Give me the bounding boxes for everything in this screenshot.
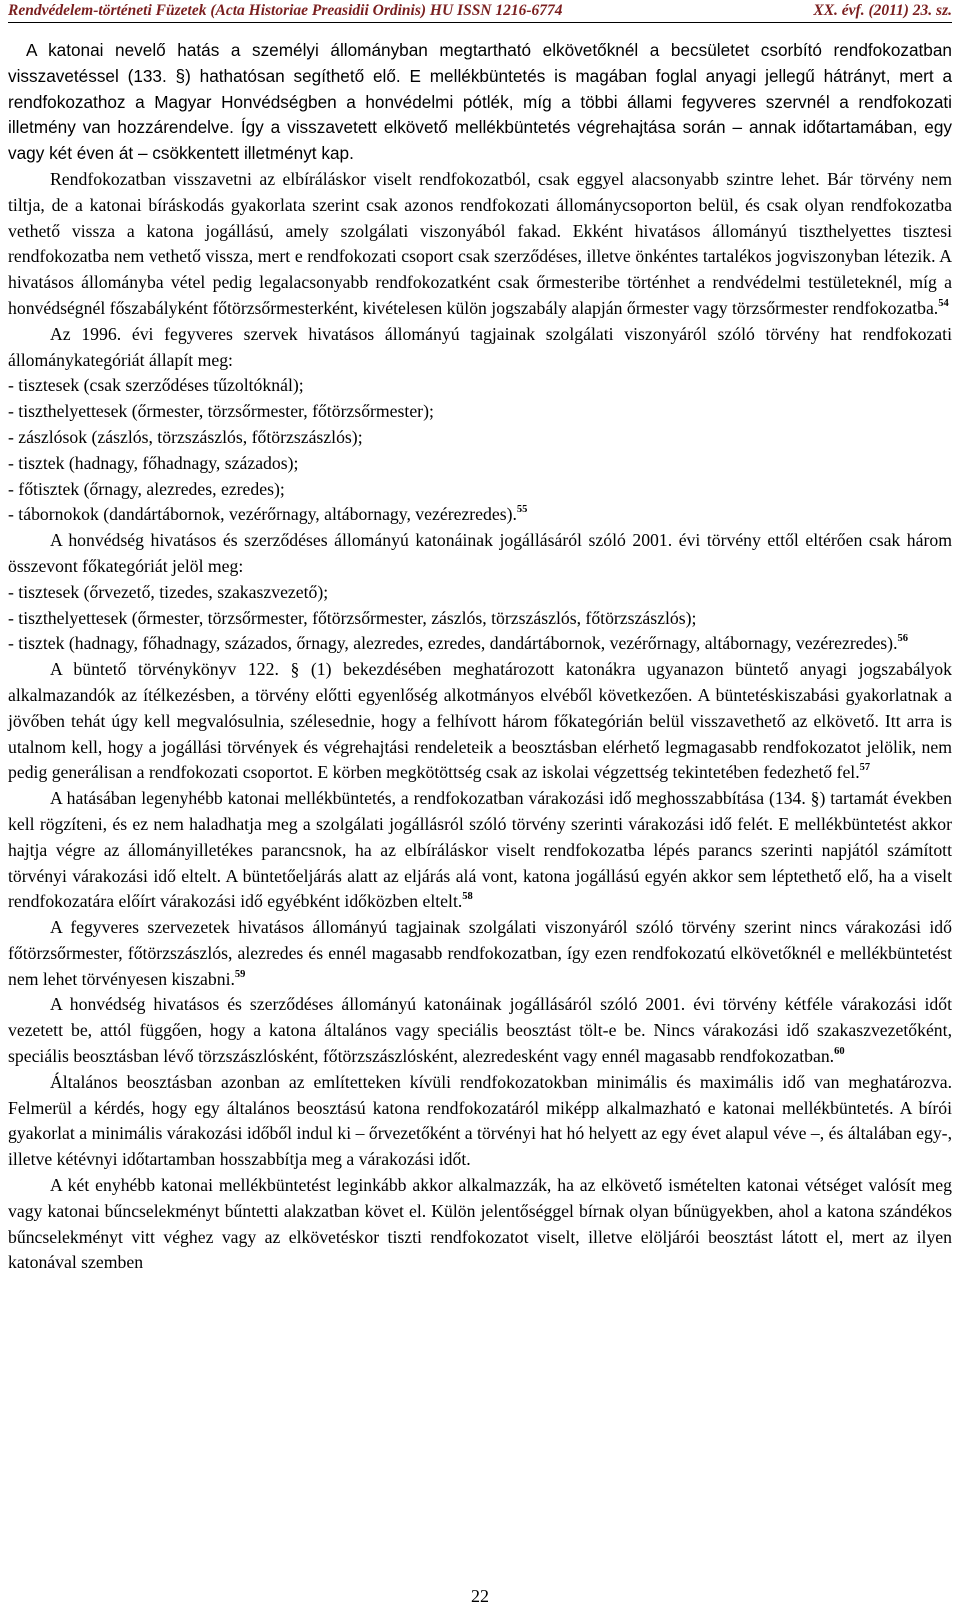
footnote-ref[interactable]: 56 (897, 633, 908, 645)
list-item: - főtisztek (őrnagy, alezredes, ezredes); (8, 478, 285, 499)
issue-info: XX. évf. (2011) 23. sz. (813, 2, 952, 19)
paragraph: Rendfokozatban visszavetni az elbíráláskor viselt rendfokozatból, csak eggyel alacsonyabb szintre lehet. Bár törvény nem tiltja, de a katonai bíráskodás gyakorlata szerint csak azonos rendfokozati állománycsoporton belül, és csak olyan rendfokozatba vethető vissza a katona jogállású, amely szolgálati viszonyából fakad. Ekként hivatásos állományú tiszthelyettes tisztesi rendfokozatba nem vethető vissza, mert e rendfokozati csoport csak szerződéses, illetve önkéntes tartalékos jogviszonyban létezik. A hivatásos állományba vétel pedig legalacsonyabb rendfokozatként csak őrmesteribe történhet a rendvédelmi testületeknél, míg a honvédségnél főszabályként főtörzsőrmesterként, kivételesen külön jogszabály alapján őrmester vagy törzsőrmester rendfokozatba.$^{54}$ (8, 168, 952, 318)
list-item: - tisztesek (csak szerződéses tűzoltóknál); (8, 375, 304, 396)
journal-title: Rendvédelem-történeti Füzetek (Acta Historiae Preasidii Ordinis) HU ISSN 1216-6774 (8, 2, 563, 19)
list-item: - tisztek (hadnagy, főhadnagy, százados, őrnagy, alezredes, ezredes, dandártábornok, vezérőrnagy, altábornagy, vezérezredes).$^{56}$ (8, 633, 908, 654)
footnote-ref[interactable]: 57 (859, 762, 871, 774)
footnote-ref[interactable]: 54 (938, 297, 949, 309)
footnote-ref[interactable]: 55 (516, 504, 528, 516)
paragraph: A hatásában legenyhébb katonai mellékbüntetés, a rendfokozatban várakozási idő meghosszabbítása (134. §) tartamát években kell rögzíteni, és ez nem haladhatja meg a szolgálati jogállásról szóló törvény szerinti várakozási idő felét. E mellékbüntetést akkor hajtja végre az állományilletékes parancsnok, ha az elbíráláskor viselt rendfokozatba lépés parancs szerinti napjától számított törvényi várakozási idő eltelt. A büntetőeljárás alatt az eljárás alá vont, katona jogállású egyén akkor sem léptethető elő, ha a viselt rendfokozatára előírt várakozási idő egyébként időközben eltelt.$^{58}$ (8, 788, 952, 912)
list-intro: Az 1996. évi fegyveres szervek hivatásos állományú tagjainak szolgálati viszonyáról szóló törvény hat rendfokozati állománykategóriát állapít meg: (8, 323, 952, 370)
list-item: - zászlósok (zászlós, törzszászlós, főtörzszászlós); (8, 426, 363, 447)
article-body (8, 38, 952, 1276)
paragraph: A büntető törvénykönyv 122. § (1) bekezdésében meghatározott katonákra ugyanazon büntető anyagi jogszabályok alkalmazandók az ítélkezésben, a törvény előtti egyenlőség alkotmányos elvéből következően. A büntetéskiszabási gyakorlatnak a jövőben tehát úgy kell megvalósulnia, szélesednie, hogy a felhívott három főkategórián belül visszavethető az elkövető. Itt arra is utalnom kell, hogy a jogállási törvények és végrehajtási rendeleteik a beosztásban elérhető legmagasabb rendfokozatot jelölik, nem pedig generálisan a rendfokozati csoportot. E körben megkötöttség csak az iskolai végzettség tekintetében fedezhető fel.$^{57}$ (8, 659, 952, 783)
footnote-ref[interactable]: 58 (462, 891, 473, 903)
footnote-ref[interactable]: 60 (834, 1046, 845, 1058)
paragraph: Általános beosztásban azonban az említetteken kívüli rendfokozatokban minimális és maximális idő van meghatározva. Felmerül a kérdés, hogy egy általános beosztású katona rendfokozatáról miképp alkalmazható e katonai mellékbüntetés. A bírói gyakorlat a minimális várakozási időből indul ki – őrvezetőként a törvényi hat hó helyett az egy évet alapul véve –, és általában egy-, illetve kétévnyi időtartamban hosszabbítja meg a várakozási időt. (8, 1071, 952, 1170)
list-intro: A honvédség hivatásos és szerződéses állományú katonáinak jogállásáról szóló 2001. évi törvény ettől eltérően csak három összevont főkategóriát jelöl meg: (8, 530, 952, 576)
list-item: - tisztesek (őrvezető, tizedes, szakaszvezető); (8, 581, 329, 602)
footnote-ref[interactable]: 59 (234, 968, 246, 980)
list-item: - tábornokok (dandártábornok, vezérőrnagy, altábornagy, vezérezredes).$^{55}$ (8, 504, 528, 525)
list-item: - tiszthelyettesek (őrmester, törzsőrmester, főtörzsőrmester, zászlós, törzszászlós, főtörzszászlós); (8, 607, 697, 628)
paragraph: A két enyhébb katonai mellékbüntetést leginkább akkor alkalmazzák, ha az elkövető ismételten katonai vétséget valósít meg vagy katonai bűncselekményt bűntetti alakzatban követ el. Külön jelentőséggel bírnak olyan bűnügyekben, ahol a katona szándékos bűncselekményt vitt véghez vagy az elkövetéskor tiszti rendfokozatot viselt, illetve elöljárói beosztást látott el, mert az ilyen katonával szemben (8, 1175, 952, 1273)
paragraph: A katonai nevelő hatás a személyi állományban megtartható elkövetőknél a becsületet csorbító rendfokozatban visszavetéssel (133. §) hathatósan segíthető elő. E mellékbüntetés is magában foglal anyagi jellegű hátrányt, mert a rendfokozathoz a Magyar Honvédségben a honvédelmi pótlék, míg a többi állami fegyveres szervnél a rendfokozati illetmény van hozzárendelve. Így a visszavetett elkövető mellékbüntetés végrehajtása során – annak időtartamában, egy vagy két éven át – csökkentett illetményt kap. (8, 40, 952, 164)
paragraph: A honvédség hivatásos és szerződéses állományú katonáinak jogállásáról szóló 2001. évi törvény kétféle várakozási időt vezetett be, attól függően, hogy a katona általános vagy speciális beosztást tölt-e be. Nincs várakozási idő szakaszvezetőként, speciális beosztásban lévő törzszászlósként, főtörzszászlósként, alezredesként vagy ennél magasabb rendfokozatban.$^{60}$ (8, 994, 952, 1067)
list-item: - tisztek (hadnagy, főhadnagy, százados); (8, 452, 299, 473)
page-number: 22 (471, 1586, 489, 1606)
list-item: - tiszthelyettesek (őrmester, törzsőrmester, főtörzsőrmester); (8, 401, 434, 422)
running-header (8, 0, 952, 23)
paragraph: A fegyveres szervezetek hivatásos állományú tagjainak szolgálati viszonyáról szóló törvény szerint nincs várakozási idő főtörzsőrmester, főtörzszászlós, alezredes és ennél magasabb rendfokozatban, így ezen rendfokozatú elkövetőknél e mellékbüntetést nem lehet törvényesen kiszabni.$^{59}$ (8, 917, 952, 989)
